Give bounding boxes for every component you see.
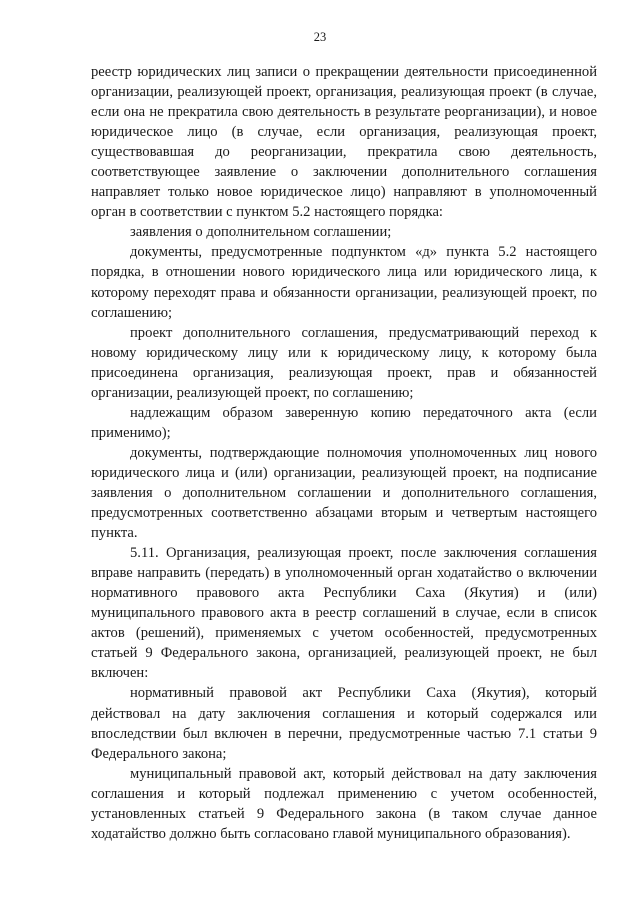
paragraph-regional-legal-act: нормативный правовой акт Республики Саха (Якутия), который действовал на дату заключения соглашения и который содержался или впоследствии был включен в перечни, предусмотренные частью 7.1 статьи 9 Федерального закона; <box>91 685 597 762</box>
page-number: 23 <box>313 30 327 44</box>
paragraph-draft-additional-agreement: проект дополнительного соглашения, предусматривающий переход к новому юридическому лицу или к юридическому лицу, к которому была присоединена организация, реализующая проект, прав и обязанностей организации, реализующей проект, по соглашению; <box>91 324 597 401</box>
paragraph-transfer-act-copy: надлежащим образом заверенную копию передаточного акта (если применимо); <box>91 404 597 441</box>
paragraph-municipal-legal-act: муниципальный правовой акт, который действовал на дату заключения соглашения и который подлежал применению с учетом особенностей, установленных статьей 9 Федерального закона (в таком случае данное ходатайство должно быть согласовано главой муниципального образования). <box>91 765 597 842</box>
paragraph-clause-5-11: 5.11. Организация, реализующая проект, после заключения соглашения вправе направить (передать) в уполномоченный орган ходатайство о включении нормативного правового акта Республики Саха (Якутия) и (или) муниципального правового акта в реестр соглашений в случае, если в список актов (решений), применяемых с учетом особенностей, предусмотренных статьей 9 Федерального закона, организацией, реализующей проект, не был включен: <box>91 545 597 682</box>
document-body <box>91 62 597 844</box>
paragraph-authority-documents: документы, подтверждающие полномочия уполномоченных лиц нового юридического лица и (или) организации, реализующей проект, на подписание заявления о дополнительном соглашении и дополнительного соглашения, предусмотренных соответственно абзацами вторым и четвертым настоящего пункта. <box>91 444 597 542</box>
paragraph-application-statement: заявления о дополнительном соглашении; <box>130 224 392 241</box>
paragraph-documents-subclause-d: документы, предусмотренные подпунктом «д» пункта 5.2 настоящего порядка, в отношении нового юридического лица или юридического лица, к которому переходят права и обязанности организации, реализующей проект, по соглашению; <box>91 244 597 321</box>
paragraph-continuation: реестр юридических лиц записи о прекращении деятельности присоединенной организации, реализующей проект, организация, реализующая проект (в случае, если она не прекратила свою деятельность в результате реорганизации), и новое юридическое лицо (в случае, если организация, реализующая проект, существовавшая до реорганизации, прекратила свою деятельность, соответствующее заявление о заключении дополнительного соглашения направляет только новое юридическое лицо) направляют в уполномоченный орган в соответствии с пунктом 5.2 настоящего порядка: <box>91 64 597 221</box>
